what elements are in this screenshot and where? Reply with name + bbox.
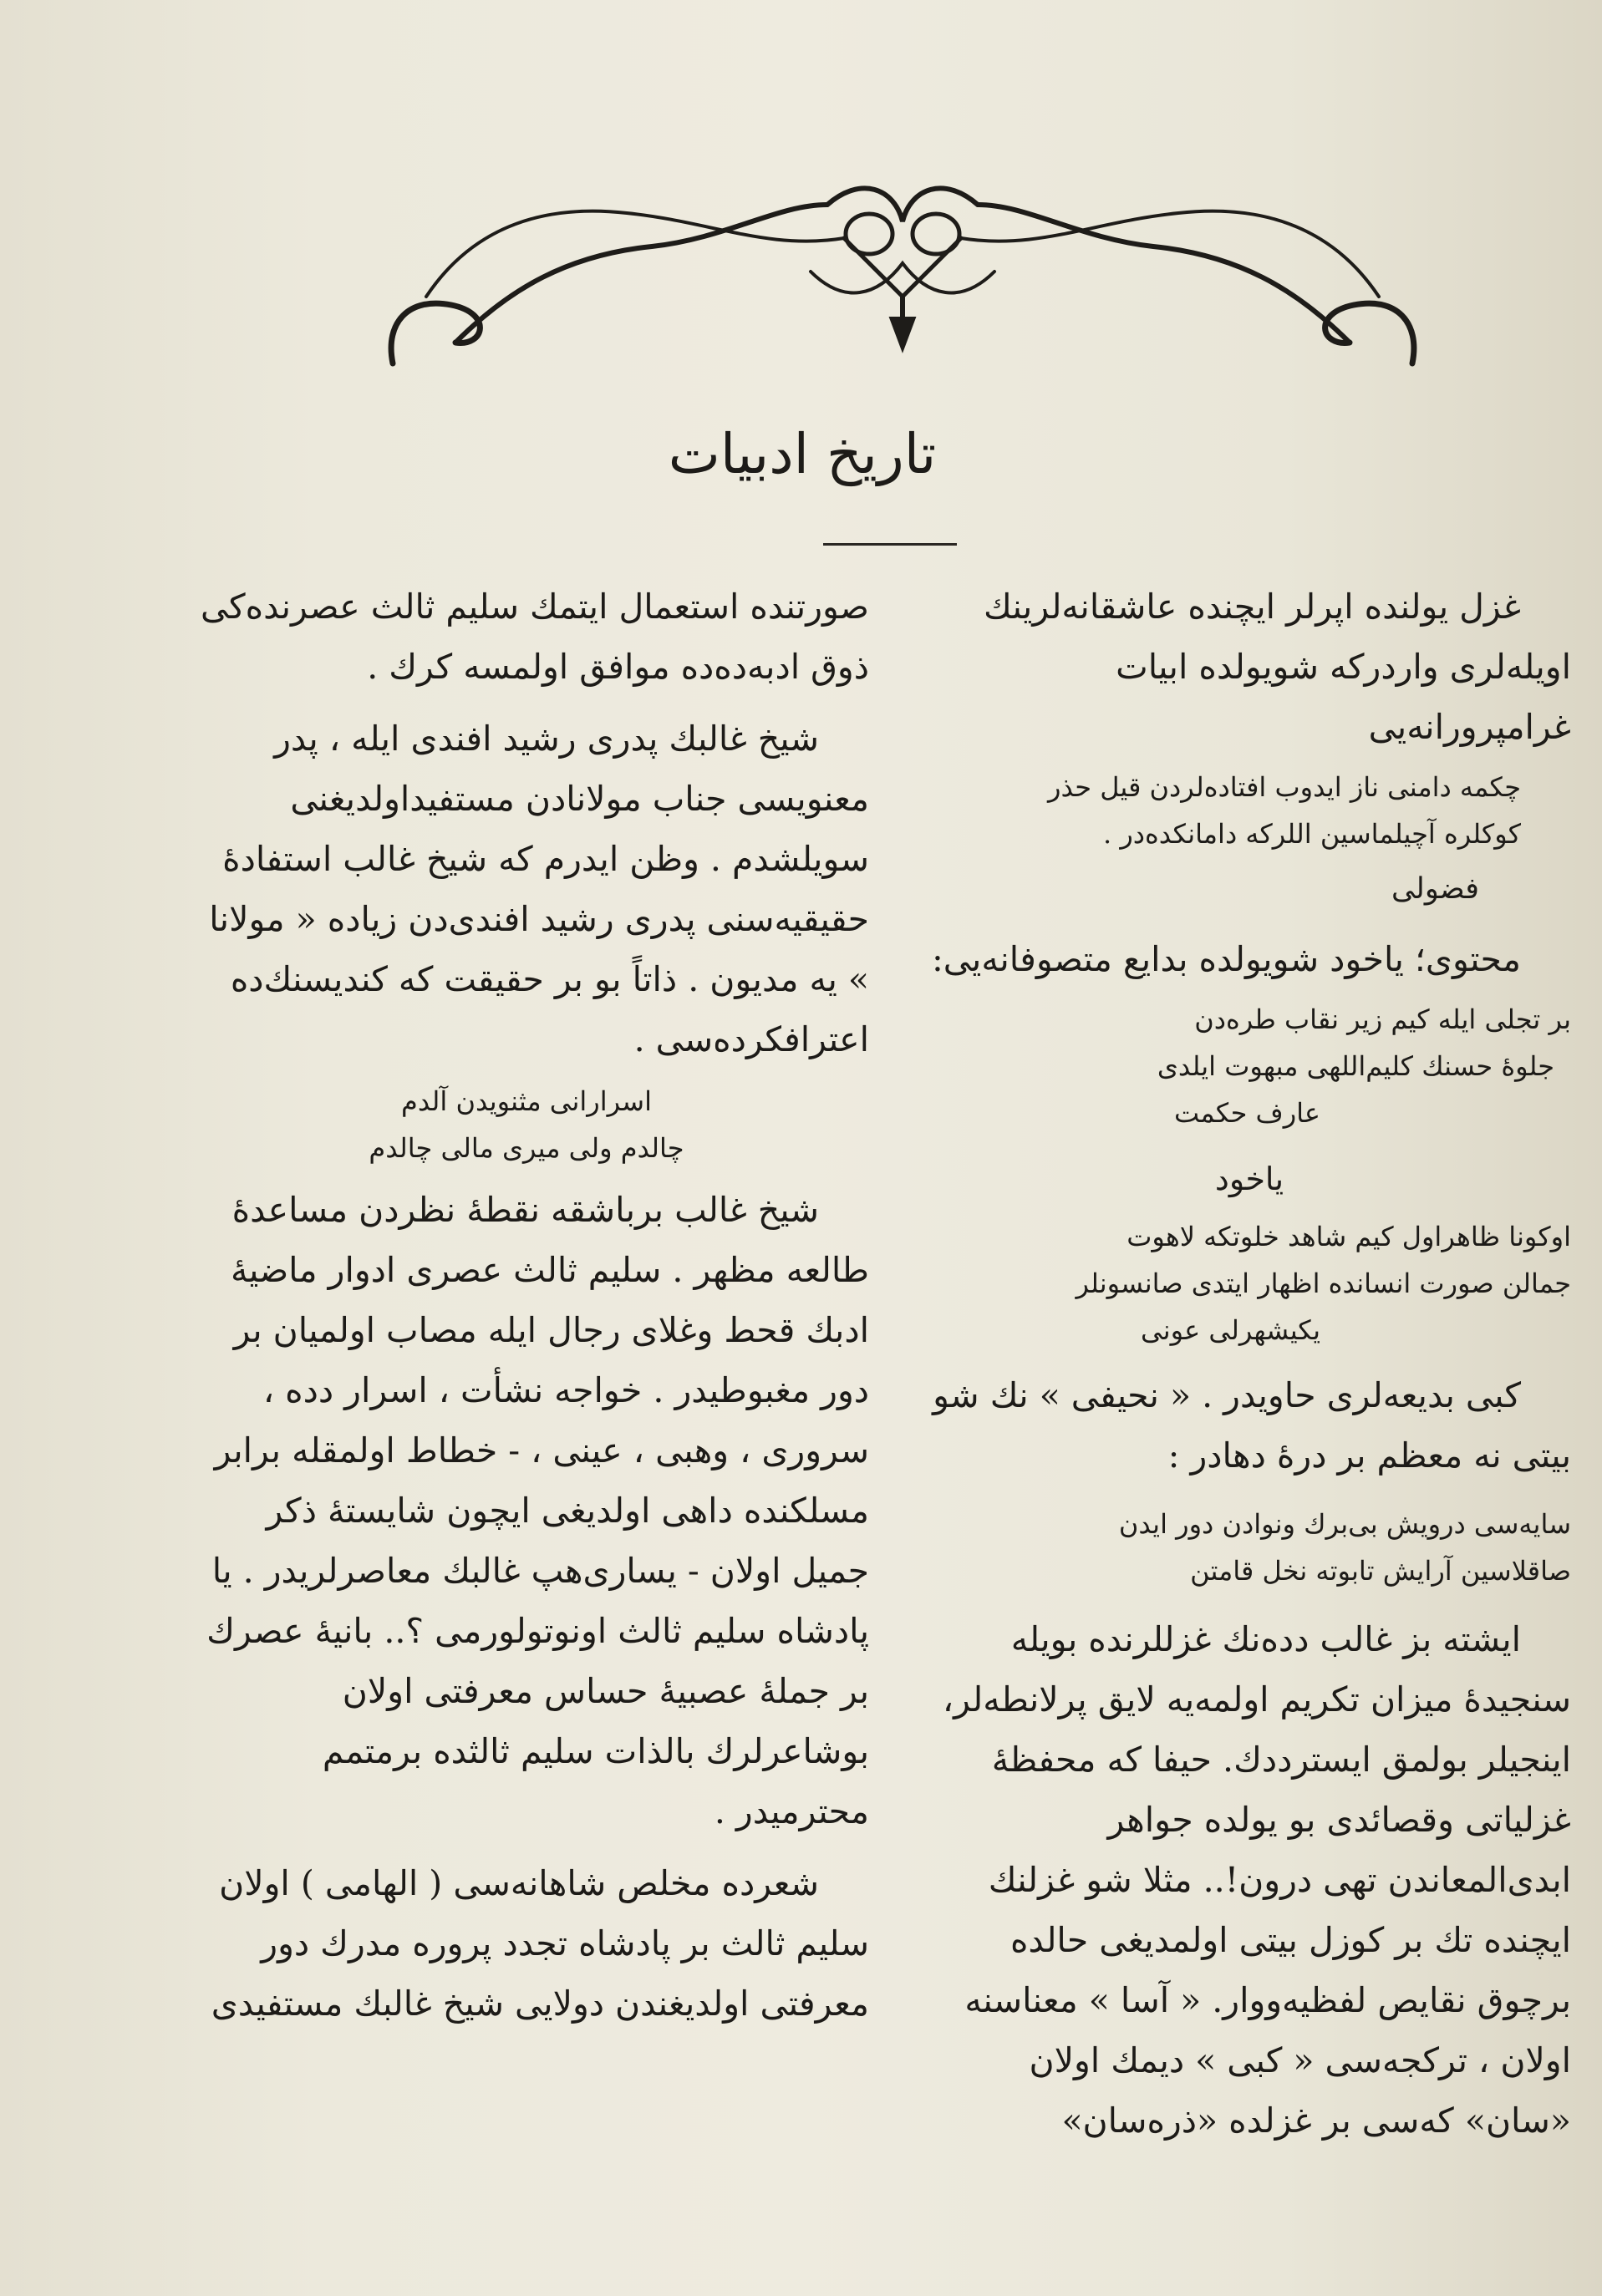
paragraph: غزل یولنده اپرلر ایچنده عاشقانه‌لرینك اویله‌لری واردرکه شویولده ابیات غرامپرورانه‌یی <box>983 587 1571 747</box>
verse-line: جمالن صورت انسانده اظهار ایتدی صانسونلر <box>1076 1267 1571 1299</box>
verse-line: چالدم ولی میری مالی چالدم <box>369 1132 684 1164</box>
verse-line: چکمه دامنی ناز ایدوب افتاده‌لردن قیل حذر <box>1047 771 1521 803</box>
left-column <box>184 577 869 2034</box>
title-underline <box>823 543 957 546</box>
verse-block <box>184 1078 869 1171</box>
verse-line: کوکلره آچیلماسین اللرکه دامانکده‌در . <box>1102 818 1521 850</box>
paragraph: شیخ غالبك پدری رشید افندی ایله ، پدر معنویسی جناب مولانادن مستفیداولدیغنی سویلشدم . وظن ایدرم که شیخ غالب استفادهٔ حقیقیه‌سنی پدری رشید افندی‌دن زیاده « مولانا » یه مدیون . ذاتاً بو بر حقیقت که کندیسنك‌ده اعترافکرده‌سی . <box>209 719 869 1059</box>
verse-block <box>928 996 1571 1136</box>
paragraph: کبی بدیعه‌لری حاویدر . « نحیفی » نك شو بیتی نه معظم بر درهٔ دهادر : <box>933 1375 1571 1476</box>
verse-line: صاقلاسین آرایش تابوته نخل قامتن <box>1190 1555 1571 1587</box>
verse-block <box>928 764 1571 857</box>
poet-name: یکیشهرلی عونی <box>1141 1314 1320 1346</box>
paragraph: ایشته بز غالب دده‌نك غزللرنده بویله سنجیدهٔ میزان تکریم اولمه‌یه لایق پرلانطه‌لر، اینجیلر بولمق ایسترددك. حیفا که محفظهٔ غزلیاتی وقصائدی بو یولده جواهر ابدی‌المعاندن تهی درون!.. مثلا شو غزلنك ایچنده تك بر کوزل بیتی اولمدیغی حالده برچوق نقایص لفظیه‌ووار. « آسا » معناسنه اولان ، ترکجه‌سی « کبی » دیمك اولان «سان» که‌سی بر غزلده «ذره‌سان» <box>942 1619 1571 2141</box>
paragraph: شیخ غالب برباشقه نقطهٔ نظردن مساعدهٔ طالعه مظهر . سلیم ثالث عصری ادوار ماضیهٔ ادبك قحط وغلای رجال ایله مصاب اولمیان بر دور مغبوطیدر . خواجه نشأت ، اسرار دده ، سروری ، وهبی ، عینی ، - خطاط اولمقله برابر مسلکنده داهی اولدیغی ایچون شایستهٔ ذکر جمیل اولان - یساری‌هپ غالبك معاصرلریدر . یا پادشاه سلیم ثالث اونوتولورمی ؟.. بانیهٔ عصرك بر جملهٔ عصبیهٔ حساس معرفتی اولان بوشاعرلرك بالذات سلیم ثالثده برمتمم محترمیدر . <box>206 1190 869 1831</box>
verse-separator: یاخود <box>1214 1161 1284 1197</box>
art-nouveau-header-ornament <box>376 171 1429 380</box>
right-column <box>928 577 1571 2151</box>
paragraph: صورتنده استعمال ایتمك سلیم ثالث عصرنده‌کی ذوق ادبه‌ده‌ده موافق اولمسه کرك . <box>200 587 869 687</box>
verse-line: بر تجلی ایله کیم زیر نقاب طره‌دن <box>1194 1003 1571 1035</box>
verse-block <box>928 1501 1571 1594</box>
verse-line: جلوه‌ٔ حسنك کلیم‌اللهی مبهوت ایلدی <box>1157 1050 1554 1082</box>
poet-name: فضولی <box>1391 872 1479 906</box>
poet-name: عارف حکمت <box>1173 1097 1320 1129</box>
verse-block <box>928 1213 1571 1354</box>
verse-line: اوکونا ظاهراول کیم شاهد خلوتکه لاهوت <box>1126 1221 1571 1252</box>
section-title: تاریخ ادبیات <box>668 422 937 486</box>
verse-line: اسرارانی مثنویدن آلدم <box>401 1085 652 1117</box>
verse-line: سایه‌سی درویش بی‌برك ونوادن دور ایدن <box>1118 1508 1571 1540</box>
paragraph: محتوی؛ یاخود شویولده بدایع متصوفانه‌یی: <box>931 939 1521 979</box>
paragraph: شعرده مخلص شاهانه‌سی ( الهامی ) اولان سلیم ثالث بر پادشاه تجدد پروره مدرك دور معرفتی اولدیغندن دولایی شیخ غالبك مستفیدی <box>211 1863 869 2024</box>
